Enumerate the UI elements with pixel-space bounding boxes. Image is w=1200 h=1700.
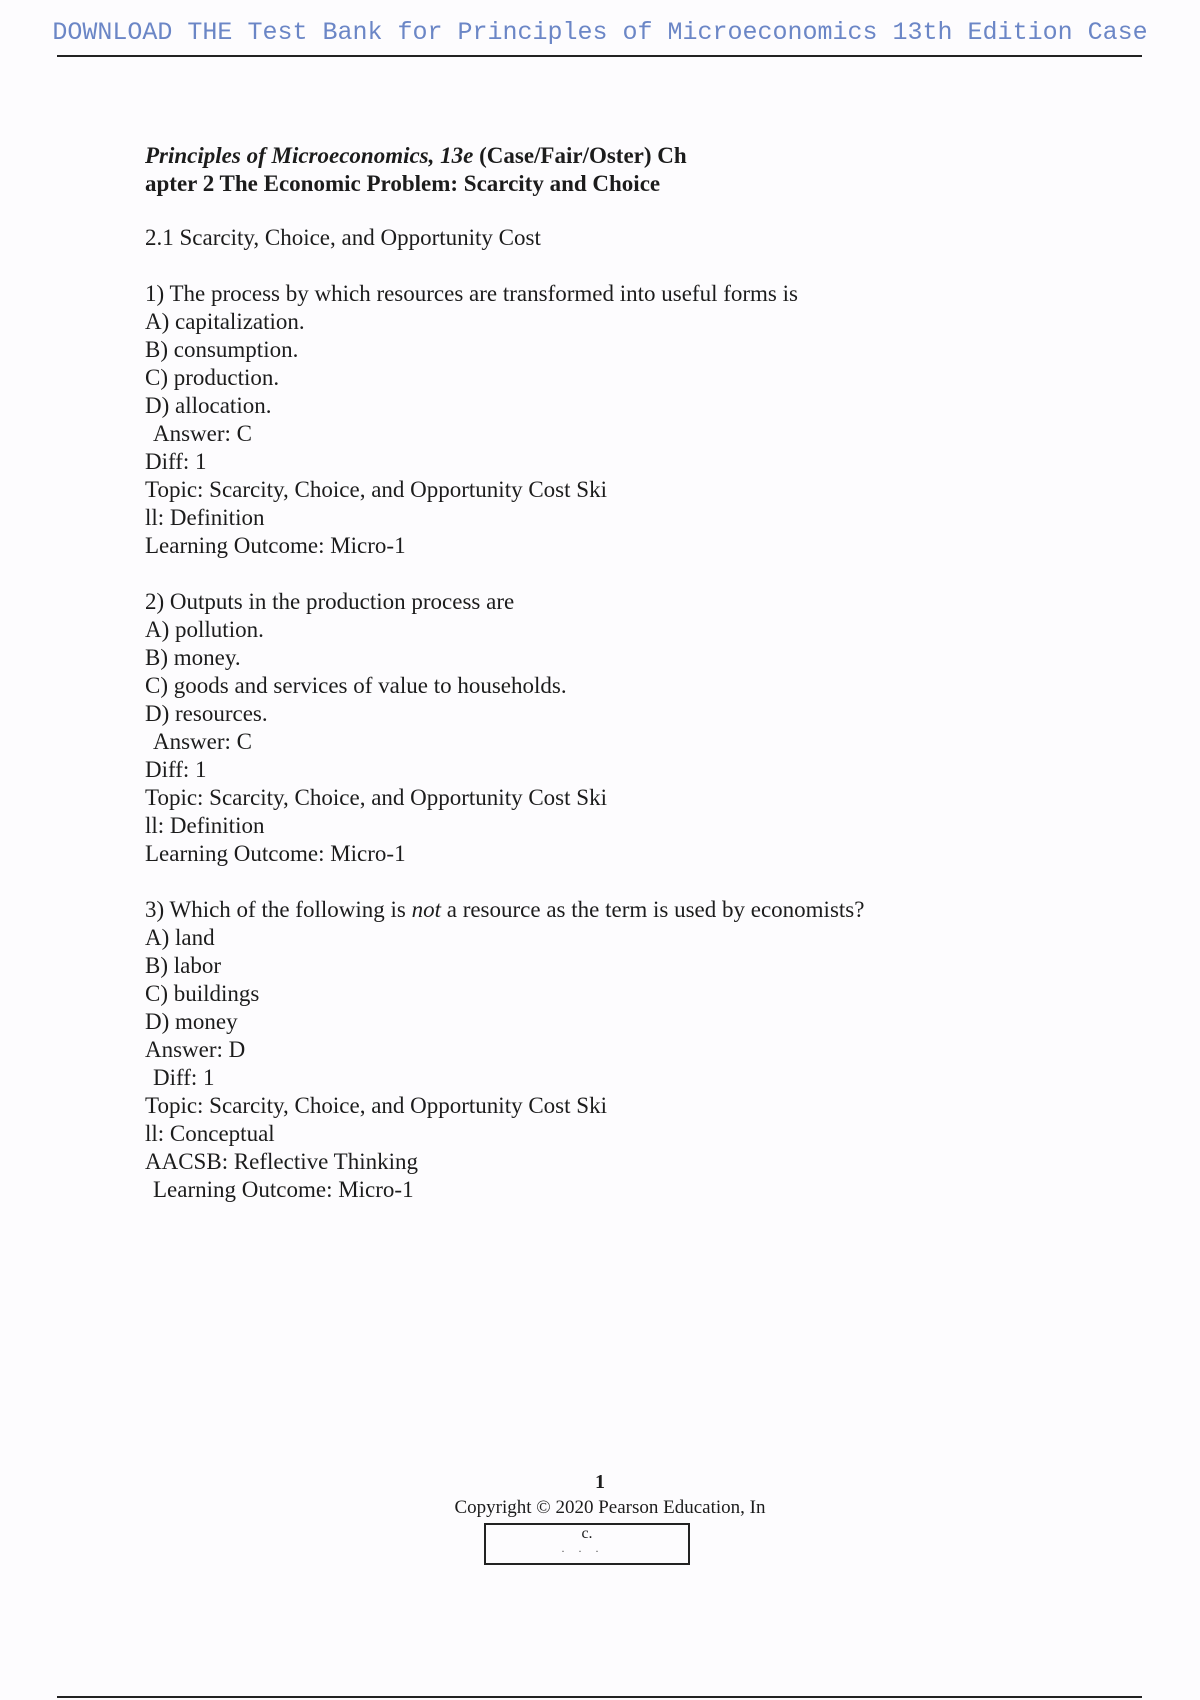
topic: Topic: Scarcity, Choice, and Opportunity Cost Ski — [145, 477, 607, 502]
page-number: 1 — [595, 1471, 605, 1493]
copyright-tail: c. — [581, 1525, 593, 1542]
topic: Topic: Scarcity, Choice, and Opportunity Cost Ski — [145, 785, 607, 810]
option-b: B) money. — [145, 645, 241, 670]
learning-outcome: Learning Outcome: Micro-1 — [145, 841, 406, 866]
stem-emphasis: not — [411, 897, 441, 922]
option-a: A) pollution. — [145, 617, 264, 642]
option-c: C) production. — [145, 365, 280, 390]
question-1 — [145, 280, 1045, 560]
question-stem: 2) Outputs in the production process are — [145, 589, 515, 614]
question-stem: 1) The process by which resources are transformed into useful forms is — [145, 281, 798, 306]
question-2 — [145, 588, 1045, 868]
learning-outcome: Learning Outcome: Micro-1 — [145, 533, 406, 558]
stem-after: a resource as the term is used by economists? — [440, 897, 865, 922]
learning-outcome: Learning Outcome: Micro-1 — [153, 1177, 414, 1202]
difficulty: Diff: 1 — [145, 449, 207, 474]
skill: ll: Definition — [145, 505, 265, 530]
option-d: D) resources. — [145, 701, 268, 726]
section-heading: 2.1 Scarcity, Choice, and Opportunity Cost — [145, 225, 541, 250]
option-d: D) money — [145, 1009, 238, 1034]
top-divider — [57, 55, 1142, 57]
topic: Topic: Scarcity, Choice, and Opportunity Cost Ski — [145, 1093, 607, 1118]
difficulty: Diff: 1 — [153, 1065, 215, 1090]
answer: Answer: C — [153, 421, 253, 446]
document-body — [145, 142, 1045, 1204]
page-footer — [0, 1469, 1200, 1521]
skill: ll: Definition — [145, 813, 265, 838]
option-d: D) allocation. — [145, 393, 272, 418]
option-a: A) land — [145, 925, 215, 950]
option-b: B) consumption. — [145, 337, 299, 362]
skill: ll: Conceptual — [145, 1121, 275, 1146]
option-c: C) buildings — [145, 981, 260, 1006]
stem-before: 3) Which of the following is — [145, 897, 412, 922]
option-b: B) labor — [145, 953, 222, 978]
difficulty: Diff: 1 — [145, 757, 207, 782]
title-line2: apter 2 The Economic Problem: Scarcity and Choice — [145, 171, 661, 196]
aacsb: AACSB: Reflective Thinking — [145, 1149, 419, 1174]
title-line1-rest: (Case/Fair/Oster) Ch — [473, 143, 687, 168]
option-a: A) capitalization. — [145, 309, 305, 334]
box-dots: ... — [561, 1541, 613, 1555]
question-3 — [145, 896, 1045, 1204]
question-stem — [145, 896, 1045, 924]
copyright-box — [484, 1523, 690, 1565]
bottom-divider — [57, 1696, 1142, 1698]
copyright-text: Copyright © 2020 Pearson Education, In — [454, 1497, 766, 1518]
book-title: Principles of Microeconomics, 13e — [145, 143, 474, 168]
chapter-title — [145, 142, 1045, 198]
option-c: C) goods and services of value to households. — [145, 673, 567, 698]
answer: Answer: D — [145, 1037, 246, 1062]
answer: Answer: C — [153, 729, 253, 754]
download-banner-link[interactable]: DOWNLOAD THE Test Bank for Principles of Microeconomics 13th Edition Case — [52, 18, 1148, 47]
